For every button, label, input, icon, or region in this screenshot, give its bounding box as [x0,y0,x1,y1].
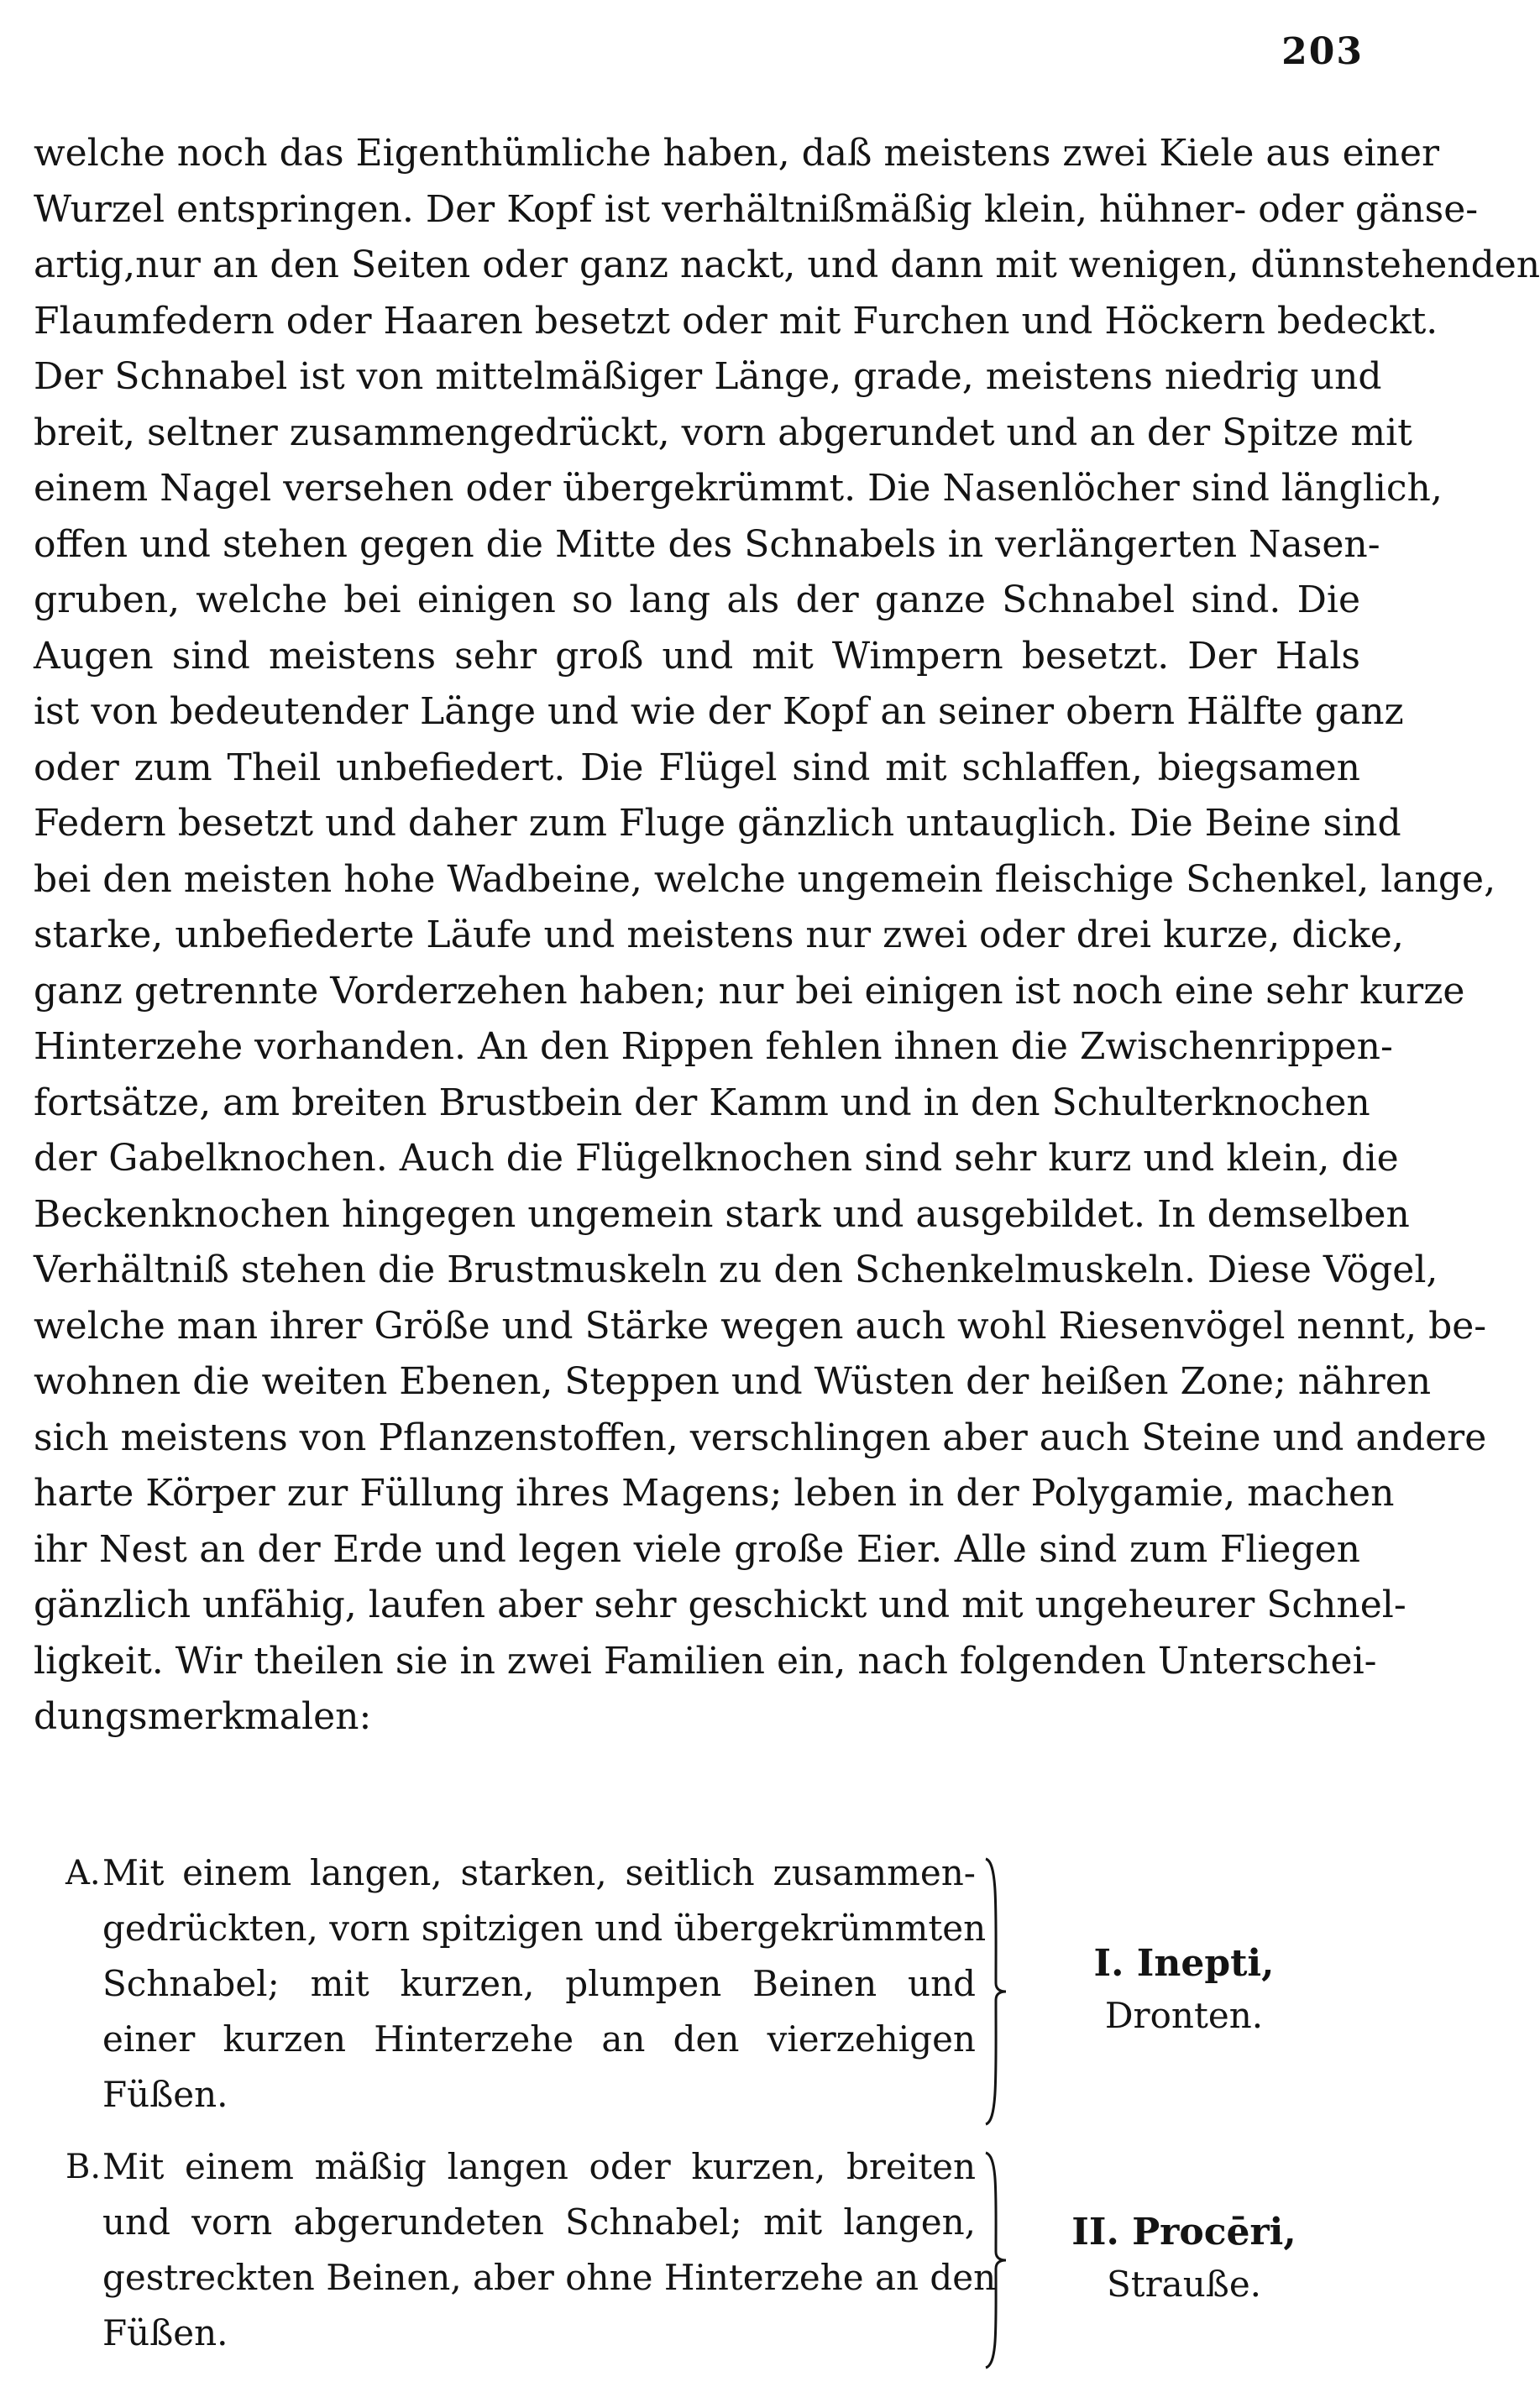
text-line: fortsätze, am breiten Brustbein der Kamm und in den Schulterknochen [34,1081,1370,1124]
text-line: gänzlich unfähig, laufen aber sehr geschickt und mit ungeheurer Schnel- [34,1584,1406,1626]
text-line: artig,nur an den Seiten oder ganz nackt, und dann mit wenigen, dünnstehenden [34,243,1540,286]
key-text-line: Mit einem langen, starken, seitlich zusammen- [102,1852,976,1893]
key-description [102,1845,987,2123]
text-line: dungsmerkmalen: [34,1695,372,1738]
text-line: der Gabelknochen. Auch die Flügelknochen sind sehr kurz und klein, die [34,1137,1399,1180]
text-line: bei den meisten hohe Wadbeine, welche ungemein fleischige Schenkel, lange, [34,857,1496,901]
key-label: B. [65,2148,102,2186]
family-title: II. Procēri, [1071,2211,1296,2254]
family-title: I. Inepti, [1093,1942,1275,1985]
family-common-name: Strauße. [1106,2264,1262,2305]
family-result [1024,2206,1344,2311]
key-text-line: gestreckten Beinen, aber ohne Hinterzehe an den [102,2257,997,2298]
text-line: oder zum Theil unbefiedert. Die Flügel sind mit schlaffen, biegsamen [34,746,1360,789]
key-text-line: und vorn abgerundeten Schnabel; mit langen, [102,2201,976,2243]
key-entry-b [34,2139,1360,2383]
key-text-line: einer kurzen Hinterzehe an den vierzehigen [102,2018,976,2060]
text-line: offen und stehen gegen die Mitte des Schnabels in verlängerten Nasen- [34,522,1380,566]
text-line: gruben, welche bei einigen so lang als der ganze Schnabel sind. Die [34,578,1360,621]
key-text-line: Schnabel; mit kurzen, plumpen Beinen und [102,1963,976,2004]
key-text-line: Füßen. [102,2074,228,2115]
text-line: Verhältniß stehen die Brustmuskeln zu den Schenkelmuskeln. Diese Vögel, [34,1248,1438,1291]
text-line: ist von bedeutender Länge und wie der Kopf an seiner obern Hälfte ganz [34,690,1404,733]
text-line: welche noch das Eigenthümliche haben, daß meistens zwei Kiele aus einer [34,132,1440,175]
text-line: Flaumfedern oder Haaren besetzt oder mit Furchen und Höckern bedeckt. [34,299,1438,343]
body-paragraph [34,126,1540,1746]
text-line: breit, seltner zusammengedrückt, vorn abgerundet und an der Spitze mit [34,411,1412,454]
page-number: 203 [1281,30,1364,73]
text-line: Wurzel entspringen. Der Kopf ist verhältnißmäßig klein, hühner- oder gänse- [34,187,1479,231]
family-common-name: Dronten. [1104,1995,1264,2036]
text-line: Der Schnabel ist von mittelmäßiger Länge, grade, meistens niedrig und [34,355,1382,398]
right-brace-icon [982,1857,1008,2126]
text-line: ligkeit. Wir theilen sie in zwei Familien ein, nach folgenden Unterschei- [34,1639,1377,1683]
text-line: Hinterzehe vorhanden. An den Rippen fehlen ihnen die Zwischenrippen- [34,1025,1393,1068]
text-line: welche man ihrer Größe und Stärke wegen auch wohl Riesenvögel nennt, be- [34,1304,1487,1348]
key-description [102,2139,997,2361]
key-entry-a [34,1845,1360,2139]
text-line: Beckenknochen hingegen ungemein stark und ausgebildet. In demselben [34,1192,1410,1236]
text-line: harte Körper zur Füllung ihres Magens; leben in der Polygamie, machen [34,1472,1395,1515]
text-line: sich meistens von Pflanzenstoffen, verschlingen aber auch Steine und andere [34,1416,1487,1459]
right-brace-icon [982,2151,1008,2369]
text-line: ihr Nest an der Erde und legen viele große Eier. Alle sind zum Fliegen [34,1527,1360,1571]
key-text-line: Füßen. [102,2312,228,2353]
classification-key [34,1845,1360,2383]
family-result [1024,1938,1344,2042]
text-line: Federn besetzt und daher zum Fluge gänzlich untauglich. Die Beine sind [34,802,1401,845]
text-line: starke, unbefiederte Läufe und meistens nur zwei oder drei kurze, dicke, [34,913,1404,956]
text-line: einem Nagel versehen oder übergekrümmt. Die Nasenlöcher sind länglich, [34,467,1443,510]
key-text-line: gedrückten, vorn spitzigen und übergekrümmten [102,1908,987,1949]
key-label: A. [65,1854,101,1892]
key-text-line: Mit einem mäßig langen oder kurzen, breiten [102,2146,976,2187]
text-line: Augen sind meistens sehr groß und mit Wimpern besetzt. Der Hals [34,634,1360,678]
text-line: ganz getrennte Vorderzehen haben; nur bei einigen ist noch eine sehr kurze [34,969,1465,1013]
text-line: wohnen die weiten Ebenen, Steppen und Wüsten der heißen Zone; nähren [34,1360,1432,1403]
